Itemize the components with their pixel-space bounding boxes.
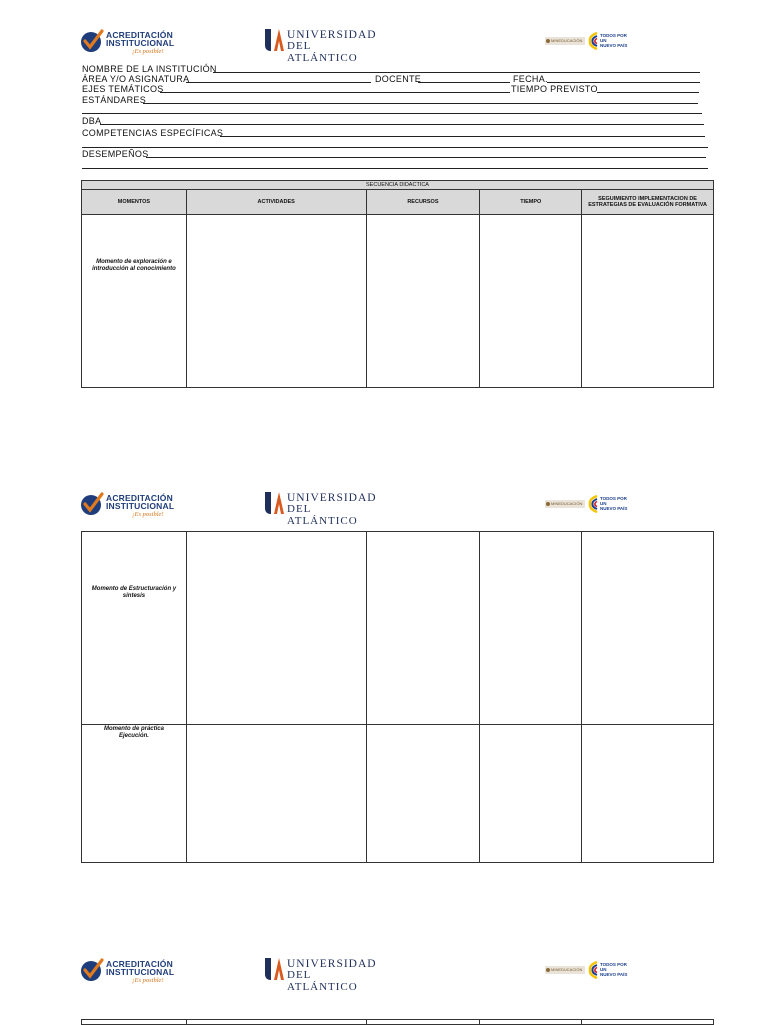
- tagline-text: ¡Es posible!: [132, 48, 164, 55]
- field-estandares[interactable]: [143, 103, 698, 104]
- gobierno-logos: [545, 31, 629, 51]
- label-desempenos: DESEMPEÑOS: [82, 149, 149, 159]
- del-atlantico-text: DEL ATLÁNTICO: [287, 969, 358, 993]
- field-docente[interactable]: [418, 82, 510, 83]
- del-atlantico-text: DEL ATLÁNTICO: [287, 503, 358, 527]
- page3-header: [0, 956, 768, 1000]
- nuevo-pais-text: TODOS POR UN NUEVO PAÍS: [600, 33, 628, 48]
- cell-recursos[interactable]: [366, 532, 480, 725]
- header-tiempo: TIEMPO: [480, 190, 582, 215]
- cell-recursos[interactable]: [366, 725, 480, 863]
- colombia-flag-icon: [588, 495, 598, 513]
- acreditacion-logo: [80, 490, 180, 522]
- universidad-text: UNIVERSIDAD: [287, 492, 377, 504]
- cell-actividades[interactable]: [186, 532, 366, 725]
- mineducacion-logo: MINEDUCACIÓN: [545, 966, 585, 974]
- field-tiempo-previsto[interactable]: [597, 92, 699, 93]
- table-row: [82, 215, 714, 388]
- moment-practica: Momento de práctica Ejecución.: [82, 725, 187, 863]
- nuevo-pais-text: TODOS POR UN NUEVO PAÍS: [600, 962, 628, 977]
- cell-actividades[interactable]: [186, 725, 366, 863]
- del-atlantico-text: DEL ATLÁNTICO: [287, 40, 358, 64]
- universidad-text: UNIVERSIDAD: [287, 958, 377, 970]
- universidad-logo: [263, 490, 383, 527]
- cell-seguimiento[interactable]: [582, 725, 714, 863]
- header-actividades: ACTIVIDADES: [186, 190, 366, 215]
- institucional-text: INSTITUCIONAL: [106, 38, 175, 48]
- label-nombre-institucion: NOMBRE DE LA INSTITUCIÓN: [82, 64, 217, 74]
- seal-icon: [546, 968, 550, 972]
- field-dba[interactable]: [100, 124, 704, 125]
- label-fecha: FECHA.: [513, 74, 548, 84]
- universidad-logo: [263, 956, 383, 993]
- tagline-text: ¡Es posible!: [132, 977, 164, 984]
- checkmark-icon: [80, 29, 104, 53]
- ua-monogram-icon: [263, 956, 285, 982]
- colombia-flag-icon: [588, 32, 598, 50]
- cell-tiempo[interactable]: [480, 532, 582, 725]
- colombia-flag-icon: [588, 961, 598, 979]
- field-competencias[interactable]: [220, 136, 705, 137]
- acreditacion-text: ACREDITACIÓN: [106, 493, 173, 503]
- label-area-asignatura: ÁREA Y/O ASIGNATURA: [82, 74, 190, 84]
- secuencia-table-2: [81, 531, 714, 863]
- gobierno-logos: [545, 494, 629, 514]
- label-estandares: ESTÁNDARES: [82, 95, 147, 105]
- header-momentos: MOMENTOS: [82, 190, 187, 215]
- cell-actividades[interactable]: [186, 215, 366, 388]
- field-desempenos[interactable]: [146, 157, 706, 158]
- institucional-text: INSTITUCIONAL: [106, 967, 175, 977]
- field-estandares-extra[interactable]: [82, 113, 702, 114]
- cell-tiempo[interactable]: [480, 215, 582, 388]
- header-seguimiento: SEGUIMIENTO IMPLEMENTACION DE ESTRATEGIAS DE EVALUACIÓN FORMATIVA: [582, 190, 714, 215]
- universidad-logo: [263, 27, 383, 64]
- label-competencias: COMPETENCIAS ESPECÍFICAS: [82, 128, 224, 138]
- label-tiempo-previsto: TIEMPO PREVISTO: [511, 84, 598, 94]
- institucional-text: INSTITUCIONAL: [106, 501, 175, 511]
- cell-seguimiento[interactable]: [582, 215, 714, 388]
- field-fecha[interactable]: [547, 82, 700, 83]
- gobierno-logos: [545, 960, 629, 980]
- tagline-text: ¡Es posible!: [132, 511, 164, 518]
- acreditacion-text: ACREDITACIÓN: [106, 959, 173, 969]
- ua-monogram-icon: [263, 490, 285, 516]
- header-recursos: RECURSOS: [366, 190, 480, 215]
- moment-estructuracion: Momento de Estructuración y síntesis: [82, 532, 187, 725]
- cell-seguimiento[interactable]: [582, 532, 714, 725]
- cell-tiempo[interactable]: [480, 725, 582, 863]
- cell-recursos[interactable]: [366, 215, 480, 388]
- ua-monogram-icon: [263, 27, 285, 53]
- secuencia-table-1: [81, 180, 714, 388]
- field-desempenos-extra[interactable]: [82, 168, 708, 169]
- field-nombre-institucion[interactable]: [213, 72, 700, 73]
- moment-exploracion: Momento de exploración e introducción al conocimiento: [82, 215, 187, 388]
- acreditacion-text: ACREDITACIÓN: [106, 30, 173, 40]
- secuencia-table-3: [81, 1019, 714, 1025]
- mineducacion-logo: MINEDUCACIÓN: [545, 500, 585, 508]
- label-ejes-tematicos: EJES TEMÁTICOS: [82, 84, 164, 94]
- acreditacion-logo: [80, 956, 180, 988]
- nuevo-pais-text: TODOS POR UN NUEVO PAÍS: [600, 496, 628, 511]
- mineducacion-logo: MINEDUCACIÓN: [545, 37, 585, 45]
- seal-icon: [546, 502, 550, 506]
- seal-icon: [546, 39, 550, 43]
- table-row: [82, 532, 714, 725]
- page2-header: [0, 490, 768, 534]
- field-area-asignatura[interactable]: [186, 82, 371, 83]
- acreditacion-logo: [80, 27, 180, 59]
- label-dba: DBA: [82, 116, 102, 126]
- table-title: SECUENCIA DIDACTICA: [82, 181, 714, 190]
- universidad-text: UNIVERSIDAD: [287, 29, 377, 41]
- table-row: [82, 725, 714, 863]
- field-ejes-tematicos[interactable]: [160, 92, 510, 93]
- field-competencias-extra[interactable]: [82, 147, 708, 148]
- checkmark-icon: [80, 492, 104, 516]
- label-docente: DOCENTE: [375, 74, 422, 84]
- checkmark-icon: [80, 958, 104, 982]
